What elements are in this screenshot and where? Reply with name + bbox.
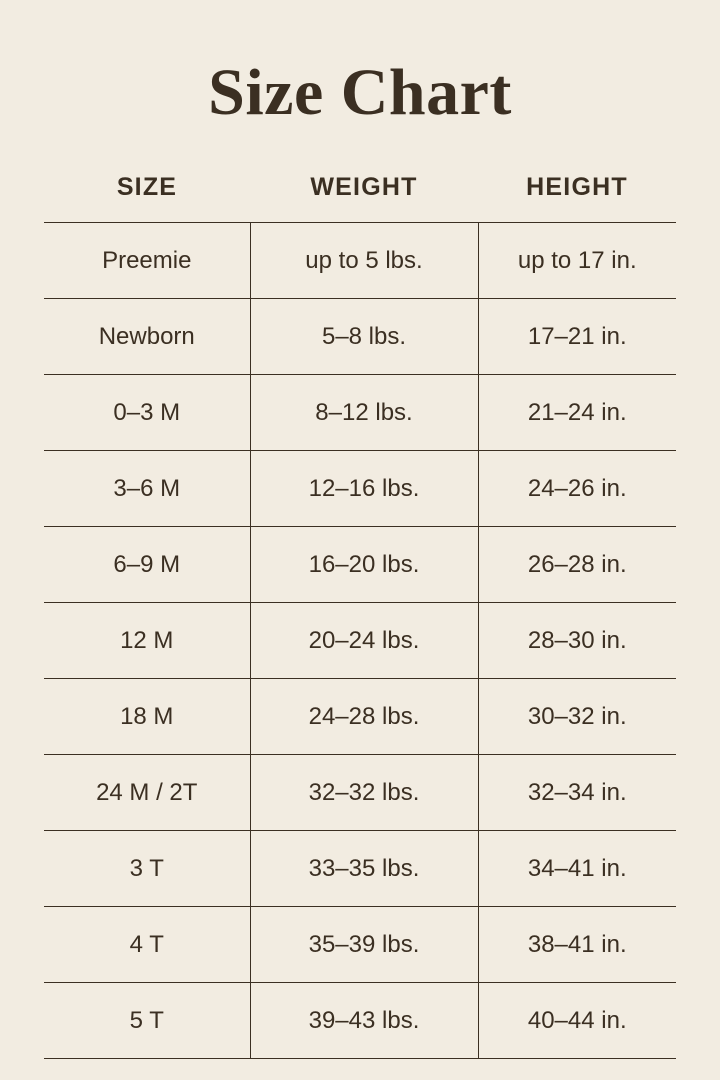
cell-weight: 35–39 lbs. [250, 907, 478, 983]
cell-size: 3–6 M [44, 451, 250, 527]
cell-weight: 12–16 lbs. [250, 451, 478, 527]
table-row [44, 451, 676, 527]
table-header-row [44, 173, 676, 223]
cell-weight: 33–35 lbs. [250, 831, 478, 907]
cell-height: 21–24 in. [478, 375, 676, 451]
table-body [44, 223, 676, 1059]
table-row [44, 831, 676, 907]
table-row [44, 679, 676, 755]
cell-weight: 5–8 lbs. [250, 299, 478, 375]
cell-weight: 32–32 lbs. [250, 755, 478, 831]
column-header-weight: WEIGHT [310, 173, 418, 202]
column-header-height: HEIGHT [526, 173, 628, 202]
cell-size: 4 T [44, 907, 250, 983]
table-row [44, 527, 676, 603]
cell-size: 3 T [44, 831, 250, 907]
cell-size: Newborn [44, 299, 250, 375]
cell-height: 32–34 in. [478, 755, 676, 831]
cell-size: 12 M [44, 603, 250, 679]
cell-weight: 16–20 lbs. [250, 527, 478, 603]
table-row [44, 983, 676, 1059]
table-header [44, 173, 676, 223]
cell-size: 0–3 M [44, 375, 250, 451]
table-row [44, 223, 676, 299]
cell-height: 34–41 in. [478, 831, 676, 907]
column-header-size: SIZE [116, 173, 178, 202]
cell-weight: 24–28 lbs. [250, 679, 478, 755]
cell-weight: 8–12 lbs. [250, 375, 478, 451]
table-row [44, 907, 676, 983]
table-row [44, 755, 676, 831]
cell-weight: up to 5 lbs. [250, 223, 478, 299]
cell-size: 5 T [44, 983, 250, 1059]
cell-height: 17–21 in. [478, 299, 676, 375]
page-title: Size Chart [208, 56, 512, 129]
cell-height: 30–32 in. [478, 679, 676, 755]
table-row [44, 299, 676, 375]
cell-height: 40–44 in. [478, 983, 676, 1059]
cell-height: up to 17 in. [478, 223, 676, 299]
cell-weight: 20–24 lbs. [250, 603, 478, 679]
cell-weight: 39–43 lbs. [250, 983, 478, 1059]
table-row [44, 375, 676, 451]
cell-height: 38–41 in. [478, 907, 676, 983]
cell-height: 26–28 in. [478, 527, 676, 603]
cell-height: 28–30 in. [478, 603, 676, 679]
cell-size: 18 M [44, 679, 250, 755]
cell-size: 6–9 M [44, 527, 250, 603]
size-chart-table [44, 173, 676, 1059]
cell-size: Preemie [44, 223, 250, 299]
cell-size: 24 M / 2T [44, 755, 250, 831]
cell-height: 24–26 in. [478, 451, 676, 527]
table-row [44, 603, 676, 679]
